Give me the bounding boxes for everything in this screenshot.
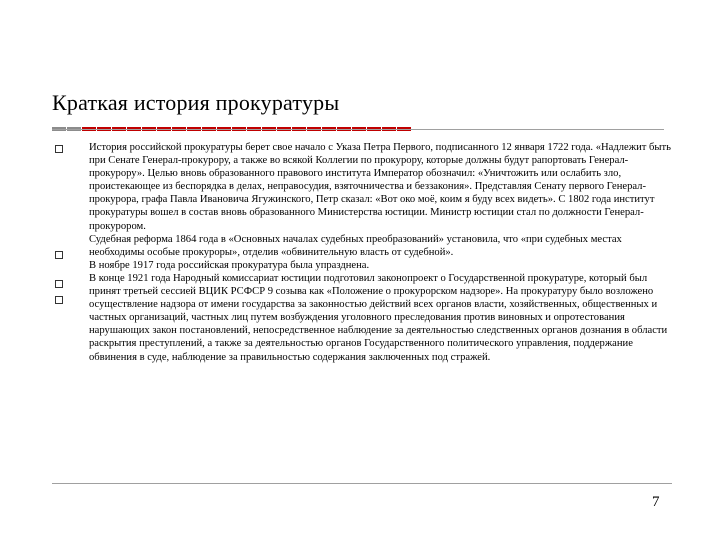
title-underline (52, 127, 412, 131)
bullet-icon (55, 296, 63, 304)
paragraph-law-1921: В конце 1921 года Народный комиссариат юстиции подготовил законопроект о Государственной прокуратуре, который был принят третьей сессией ВЦИК РСФСР 9 созыва как «Положение о прокурорском надзоре». На прокуратуру было возложено осуществление надзора от имени государства за законностью действий всех органов власти, хозяйственных, общественных и частных организаций, частных лиц путем возбуждения уголовного преследования против виновных и опротестования нарушающих закон постановлений, непосредственное наблюдение за деятельностью следственных органов дознания в области раскрытия преступлений, а также за деятельностью органов Государственного политического управления, поддержание обвинения в суде, наблюдение за правильностью содержания заключенных под стражей. (89, 272, 668, 363)
page-number: 7 (652, 494, 660, 510)
bullet-icon (55, 251, 63, 259)
footer-divider (52, 483, 672, 484)
bullet-icon (55, 280, 63, 288)
slide-title: Краткая история прокуратуры (52, 90, 340, 115)
paragraph-reform-1864: Судебная реформа 1864 года в «Основных началах судебных преобразований» установила, что «при судебных местах необходимы особые прокуроры», отделив «обвинительную власть от судебной». (89, 233, 622, 258)
slide-body (89, 141, 673, 364)
bullet-icon (55, 145, 63, 153)
paragraph-abolition-1917: В ноябре 1917 года российская прокуратура была упразднена. (89, 259, 370, 271)
paragraph-history-1722: История российской прокуратуры берет свое начало с Указа Петра Первого, подписанного 12 января 1722 года. «Надлежит быть при Сенате Генерал-прокурору, а также во всякой Коллегии по прокурору, которые должны будут рапортовать Генерал-прокурору». Целью вновь образованного правового института Император обозначил: «Уничтожить или ослабить зло, проистекающее из беспорядка в делах, неправосудия, взяточничества и беззакония». Представляя Сенату первого Генерал-прокурора, графа Павла Ивановича Ягужинского, Петр сказал: «Вот око моё, коим я буду всех видеть». С 1802 года институт прокуратуры вошел в состав вновь образованного Министерства юстиции. Министр юстиции стал по должности Генерал-прокурором. (89, 142, 671, 232)
